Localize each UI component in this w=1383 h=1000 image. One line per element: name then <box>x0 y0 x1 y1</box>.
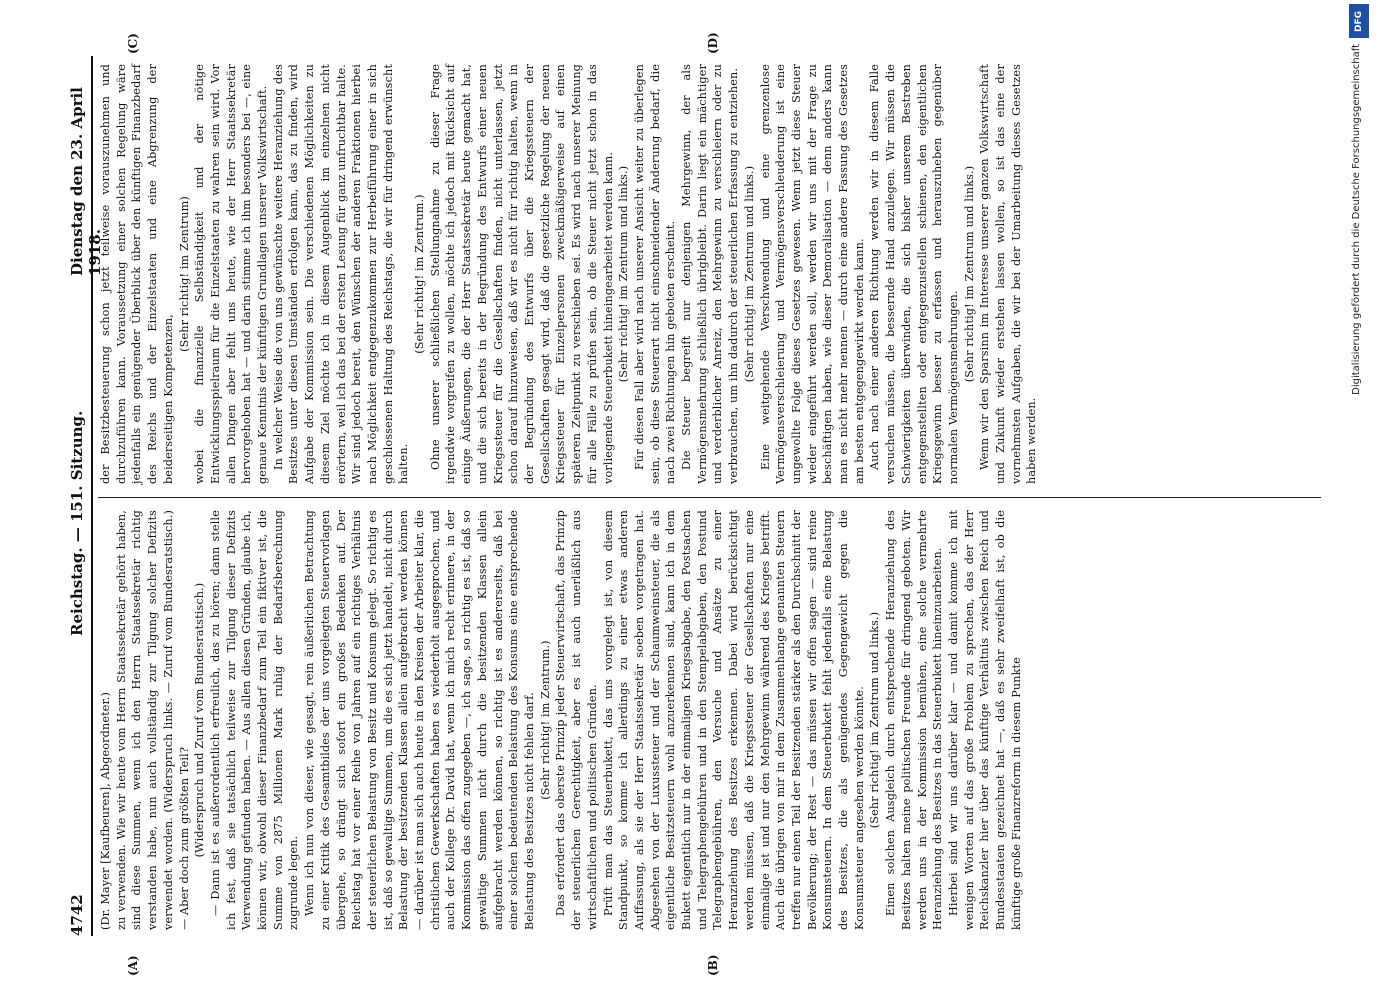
left-column-paragraph: (Sehr richtig! im Zentrum und links.) <box>868 611 882 829</box>
right-column-paragraph: Ohne unserer schließlichen Stellungnahme zu dieser Frage irgendwie vorgreifen zu wollen, möchte ich jedoch mit Rücksicht auf einige Äußerungen, die der Herr Staatssekretär heute gemacht hat, und die sich bereits in der Begründung des Entwurfs einer neuen Kriegssteuer für die Gesellschaften finden, nicht unterlassen, jetzt schon darauf hinzuweisen, daß wir es nicht für richtig halten, wenn in der Begründung des Entwurfs über die Kriegssteuern der Gesellschaften gesagt wird, daß die gesetzliche Regelung der neuen Kriegssteuer für Einzelpersonen zweckmäßigerweise auf einen späteren Zeitpunkt zu verschieben sei. Es wird nach unserer Meinung für alle Fälle zu prüfen sein, ob die Steuer nicht jetzt schon in das vorliegende Steuerbukett hineingearbeitet werden kann. <box>428 64 615 484</box>
right-column-paragraph: Für diesen Fall aber wird nach unserer Ansicht weiter zu überlegen sein, ob diese Steuerart nicht einschneidender Änderung bedarf, die nach zwei Richtungen hin geboten erscheint. <box>632 64 678 484</box>
document-page <box>66 32 1321 976</box>
left-column-paragraph: (Dr. Mayer [Kaufbeuren], Abgeordneter.) <box>99 691 112 930</box>
right-column-paragraph: wobei die finanzielle Selbständigkeit und der nötige Entwicklungsspielraum für die Einzelstaaten zu wahren sein wird. Vor allen Dingen aber fehlt uns heute, wie der Herr Staatssekretär hervorgehoben hat — und darin stimme ich ihm besonders bei —, eine genaue Kenntnis der künftigen Grundlagen unserer Volkswirtschaft. <box>193 64 270 484</box>
margin-mark-d: (D) <box>706 32 720 54</box>
left-column-paragraph: Wenn ich nun von dieser, wie gesagt, rein äußerlichen Betrachtung zu einer Kritik des Gesamtbildes der uns vorgelegten Steuervorlagen übergehe, so drängt sich sofort ein großes Bedenken auf. Der Reichstag hat vor einer Reihe von Jahren auf ein richtiges Verhältnis der steuerlichen Belastung von Besitz und Konsum gelegt. So richtig es ist, daß so gewaltige Summen, um die es sich jetzt handelt, nicht durch Belastung der besitzenden Klassen allein aufgebracht werden können — darüber ist man sich auch heute in den Kreisen der Arbeiter klar, die christlichen Gewerkschaften haben es wiederholt ausgesprochen, und auch der Kollege Dr. David hat, wenn ich mich recht erinnere, in der Kommission das offen zugegeben —, ich sage, so richtig es ist, daß so gewaltige Summen nicht durch die besitzenden Klassen allein aufgebracht werden können, so richtig ist es andererseits, daß bei einer solchen bedeutenden Belastung des Konsums eine entsprechende Belastung des Besitzes nicht fehlen darf. <box>303 510 536 930</box>
dfg-logo: DFG <box>1349 4 1369 38</box>
digitization-note: Digitalisierung gefördert durch die Deutsche Forschungsgemeinschaft <box>1351 44 1362 395</box>
left-column-paragraph: — Dann ist es außerordentlich erfreulich, das zu hören; dann stelle ich fest, daß sie tatsächlich teilweise zur Tilgung dieser Defizits Verwendung gefunden haben. — Aus allen diesen Gründen, glaube ich, können wir, obwohl dieser Finanzbedarf zum Teil ein fiktiver ist, die Summe von 2875 Millionen Mark ruhig der Bedarfsberechnung zugrunde legen. <box>208 510 301 930</box>
right-column-paragraph: (Sehr richtig! im Zentrum.) <box>413 194 427 354</box>
right-column <box>98 64 1040 484</box>
left-column-paragraph: Einen solchen Ausgleich durch entsprechende Heranziehung des Besitzes halten meine politischen Freunde für dringend geboten. Wir werden uns in der Kommission bemühen, eine solche vermehrte Heranziehung des Besitzes in das Steuerbukett hineinzuarbeiten. <box>884 510 945 930</box>
session-date: Dienstag den 23. April 1918. <box>68 87 104 276</box>
column-divider <box>98 497 1321 498</box>
margin-mark-a: (A) <box>126 955 140 976</box>
right-column-paragraph: (Sehr richtig! im Zentrum und links.) <box>962 165 976 383</box>
left-column-paragraph: (Widerspruch und Zuruf vom Bundesratstisch.) <box>193 582 207 858</box>
digitization-banner <box>1349 4 1371 996</box>
right-column-paragraph: In welcher Weise die von uns gewünschte weitere Heranziehung des Besitzes unter diesen Umständen erfolgen kann, das zu finden, wird Aufgabe der Kommission sein. Die verschiedenen Möglichkeiten zu diesem Ziel möchte ich in diesem Augenblick im einzelnen nicht erörtern, weil ich das bei der ersten Lesung für ganz unfruchtbar halte. Wir sind jedoch bereit, den Wünschen der anderen Fraktionen hierbei nach Möglichkeit entgegenzukommen zur Herbeiführung einer in sich geschlossenen Haltung des Reichstags, die wir für dringend erwünscht halten. <box>271 64 411 484</box>
right-column-paragraph: Wenn wir den Sparsinn im Interesse unserer ganzen Volkswirtschaft und Zukunft wieder erstehen lassen wollen, so ist das eine der vornehmsten Aufgaben, die wir bei der Umarbeitung dieses Gesetzes haben werden. <box>978 64 1039 484</box>
left-column-paragraph: Prüft man das Steuerbukett, das uns vorgelegt ist, von diesem Standpunkt, so komme ich allerdings zu einer etwas anderen Auffassung, als sie der Herr Staatssekretär soeben vorgetragen hat. Abgesehen von der Luxussteuer und der Schaumweinsteuer, die als eigentliche Besitzsteuern wohl anzuerkennen sind, kann ich in dem Bukett eigentlich nur in der einmaligen Kriegsabgabe, den Postsachen und Telegraphengebühren und in den Stempelabgaben, den Postund Telegraphengebühren, den Versuche und Ansätze zu einer Heranziehung des Besitzes erkennen. Dabei wird berücksichtigt werden müssen, daß die Kriegssteuer der Gesellschaften nur eine einmalige ist und nur den Mehrgewinn während des Krieges betrifft. Auch die übrigen von mir in dem Zusammenhange genannten Steuern treffen nur einen Teil der Besitzenden stärker als den Durchschnitt der Bevölkerung; der Rest — das müssen wir offen sagen — sind reine Konsumsteuern. In dem Steuerbukett fehlt jedenfalls eine Belastung des Besitzes, die als genügendes Gegengewicht gegen die Konsumsteuer angesehen werden könnte. <box>601 510 866 930</box>
left-column-paragraph: Das erfordert das oberste Prinzip jeder Steuerwirtschaft, das Prinzip der steuerlichen Gerechtigkeit, aber es ist auch unerläßlich aus wirtschaftlichen und politischen Gründen. <box>554 510 599 930</box>
page-number: 4742 <box>68 894 86 936</box>
left-column <box>98 510 1024 930</box>
margin-mark-b: (B) <box>706 954 720 976</box>
session-title: Reichstag. — 151. Sitzung. <box>68 410 86 636</box>
header-rule <box>91 56 93 936</box>
margin-mark-c: (C) <box>126 33 140 54</box>
right-column-paragraph: (Sehr richtig! im Zentrum und links.) <box>742 165 756 383</box>
right-column-paragraph: der Besitzbesteuerung schon jetzt teilweise vorauszunehmen und durchzuführen kann. Voraussetzung einer solchen Regelung wäre jedenfalls ein genügender Überblick über den künftigen Finanzbedarf des Reichs und der Einzelstaaten und eine Abgrenzung der beiderseitigen Kompetenzen, <box>99 64 175 484</box>
right-column-paragraph: (Sehr richtig! im Zentrum) <box>177 196 191 352</box>
right-column-paragraph: Auch nach einer anderen Richtung werden wir in diesem Falle versuchen müssen, die bessernde Hand anzulegen. Wir müssen die Schwierigkeiten überwinden, die sich bisher unserem Bestreben entgegenstellten oder entgegenzustellen schienen, den eigentlichen Kriegsgewinn besser zu erfassen und herauszuheben gegenüber normalen Vermögensmehrungen. <box>868 64 960 484</box>
right-column-paragraph: (Sehr richtig! im Zentrum und links.) <box>617 165 631 383</box>
left-column-paragraph: (Sehr richtig! im Zentrum.) <box>538 640 552 800</box>
running-head <box>66 56 104 936</box>
left-column-paragraph: Hierbei sind wir uns darüber klar — und damit komme ich mit wenigen Worten auf das große Problem zu sprechen, das der Herr Reichskanzler hier über das künftige Verhältnis zwischen Reich und Bundesstaaten gezeichnet hat —, daß es sehr zweifelhaft ist, ob die künftige große Finanzreform in diesem Punkte <box>946 510 1023 930</box>
right-column-paragraph: Die Steuer begreift nur denjenigen Mehrgewinn, der als Vermögensmehrung schließlich übrigbleibt. Darin liegt ein mächtiger und verderblicher Anreiz, den Mehrgewinn zu verschleiern oder zu verbrauchen, um ihn dadurch der steuerlichen Erfassung zu entziehen. <box>680 64 741 484</box>
right-column-paragraph: Eine weitgehende Verschwendung und eine grenzenlose Vermögensverschleierung und Vermögensverschleuderung ist eine ungewollte Folge dieses Gesetzes gewesen. Wenn jetzt diese Steuer wieder eingeführt werden soll, werden wir uns mit der Frage zu beschäftigen haben, wie dieser Demoralisation — denn anders kann man es nicht mehr nennen — durch eine andere Fassung des Gesetzes am besten entgegengewirkt werden kann. <box>758 64 866 484</box>
left-column-paragraph: zu verwenden. Wie wir heute vom Herrn Staatssekretär gehört haben, sind diese Summen, wenn ich den Herrn Staatssekretär richtig verstanden habe, nun auch vollständig zur Tilgung solcher Defizits verwendet worden. (Widerspruch links. — Zuruf vom Bundesratstisch.) — Aber doch zum größten Teil? <box>114 510 191 930</box>
